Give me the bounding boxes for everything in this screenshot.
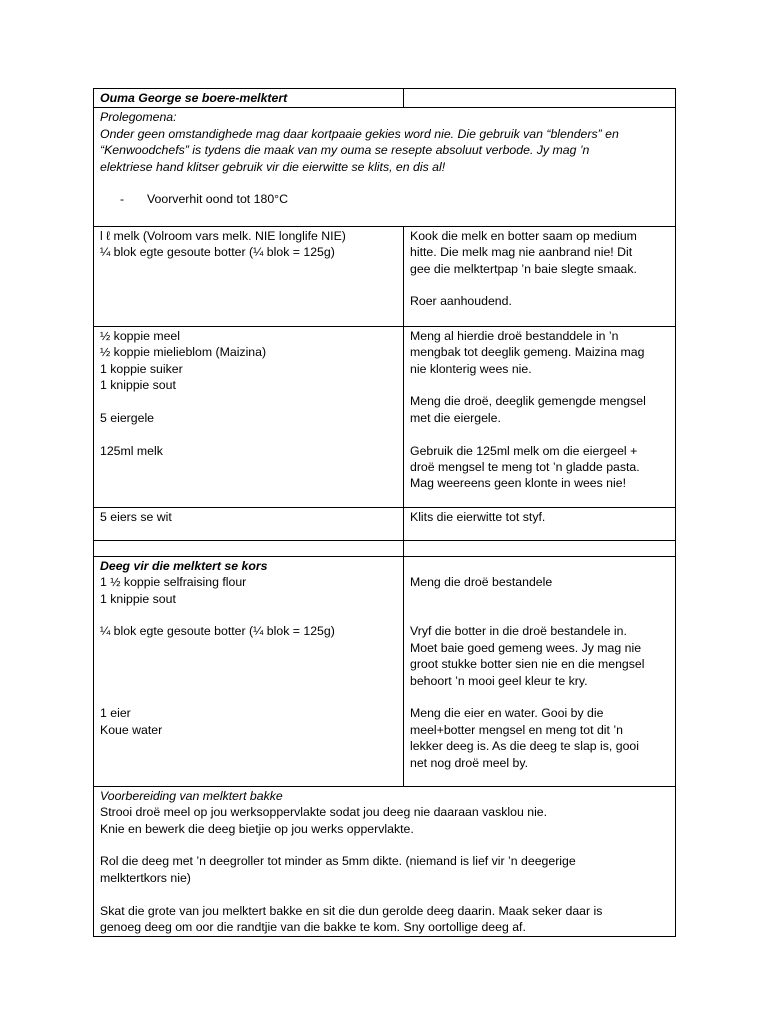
ingredient: ½ koppie mielieblom (Maizina): [100, 345, 267, 360]
step-row-1: [94, 226, 676, 326]
instruction: lekker deeg is. As die deeg te slap is, gooi: [410, 739, 639, 754]
instruction: groot stukke botter sien nie en die mengsel: [410, 657, 645, 672]
ingredient: 1 knippie sout: [100, 591, 176, 606]
bullet-marker: -: [120, 192, 125, 207]
baking-cell: [94, 786, 676, 937]
ingredients-cell: [94, 507, 404, 540]
baking-heading: Voorbereiding van melktert bakke: [100, 788, 283, 803]
ingredient: [100, 656, 397, 672]
ingredients-cell: [94, 226, 404, 326]
empty-cell: [404, 540, 676, 556]
instruction: meel+botter mengsel en meng tot dit ’n: [410, 722, 623, 737]
instruction: [410, 591, 669, 607]
ingredients-cell: [94, 556, 404, 786]
ingredient: ¼ blok egte gesoute botter (¼ blok = 125g): [100, 245, 335, 260]
instruction: Meng die droë bestandele: [410, 575, 553, 590]
intro-cell: [94, 108, 676, 226]
instruction: Kook die melk en botter saam op medium: [410, 228, 637, 243]
baking-line: Skat die grote van jou melktert bakke en sit die dun gerolde deeg daarin. Maak seker daar is: [100, 903, 603, 918]
instruction: Meng die droë, deeglik gemengde mengsel: [410, 394, 646, 409]
title-row: [94, 89, 676, 108]
ingredient: ¼ blok egte gesoute botter (¼ blok = 125g): [100, 624, 335, 639]
bullet-item: [100, 191, 669, 207]
instructions-cell: [404, 556, 676, 786]
baking-line: Knie en bewerk die deeg bietjie op jou werks oppervlakte.: [100, 821, 414, 836]
instructions-cell: [404, 507, 676, 540]
ingredient: [100, 689, 397, 705]
instruction: [410, 558, 669, 574]
ingredient: 1 ½ koppie selfraising flour: [100, 575, 247, 590]
crust-heading: Deeg vir die melktert se kors: [100, 558, 268, 573]
ingredient: l ℓ melk (Volroom vars melk. NIE longlife NIE): [100, 228, 346, 243]
instructions-cell: [404, 326, 676, 507]
baking-line: Strooi droë meel op jou werksoppervlakte sodat jou deeg nie daaraan vasklou nie.: [100, 805, 548, 820]
instruction: nie klonterig wees nie.: [410, 361, 532, 376]
ingredient: 1 eier: [100, 706, 131, 721]
bullet-text: Voorverhit oond tot 180°C: [147, 192, 288, 207]
recipe-table: [93, 88, 676, 937]
ingredient: 1 koppie suiker: [100, 361, 183, 376]
instruction: mengbak tot deeglik gemeng. Maizina mag: [410, 345, 645, 360]
baking-line: [100, 886, 669, 902]
ingredient: 5 eiergele: [100, 410, 155, 425]
instructions-cell: [404, 226, 676, 326]
recipe-title-cell: [94, 89, 404, 108]
instruction: [410, 689, 669, 705]
baking-line: melktertkors nie): [100, 870, 191, 885]
instruction: Klits die eierwitte tot styf.: [410, 509, 546, 524]
baking-line: [100, 837, 669, 853]
instruction: met die eiergele.: [410, 410, 501, 425]
instruction: [410, 607, 669, 623]
instruction: net nog droë meel by.: [410, 755, 529, 770]
instruction: Mag weereens geen klonte in wees nie!: [410, 476, 627, 491]
ingredients-cell: [94, 326, 404, 507]
recipe-title: Ouma George se boere-melktert: [100, 91, 288, 105]
instruction: Meng al hierdie droë bestanddele in ’n: [410, 328, 619, 343]
ingredient: 125ml melk: [100, 443, 163, 458]
instruction: Gebruik die 125ml melk om die eiergeel +: [410, 443, 638, 458]
ingredient: Koue water: [100, 722, 163, 737]
baking-line: genoeg deeg om oor die randtjie van die bakke te kom. Sny oortollige deeg af.: [100, 920, 526, 935]
ingredient: [100, 426, 397, 442]
instruction: [410, 277, 669, 293]
intro-row: [94, 108, 676, 226]
instruction: gee die melktertpap ’n baie slegte smaak.: [410, 261, 637, 276]
intro-line: “Kenwoodchefs” is tydens die maak van my ouma se resepte absoluut verbode. Jy mag ’n: [100, 143, 590, 158]
intro-line: elektriese hand klitser gebruik vir die eierwitte se klits, en dis al!: [100, 159, 446, 174]
instruction: Meng die eier en water. Gooi by die: [410, 706, 604, 721]
intro-line: Onder geen omstandighede mag daar kortpaaie gekies word nie. Die gebruik van “blenders” en: [100, 126, 619, 141]
ingredient: [100, 393, 397, 409]
empty-cell: [94, 540, 404, 556]
step-row-2: [94, 326, 676, 507]
intro-heading: Prolegomena:: [100, 110, 177, 125]
ingredient: ½ koppie meel: [100, 328, 180, 343]
instruction: Roer aanhoudend.: [410, 294, 512, 309]
ingredient: [100, 607, 397, 623]
instruction: [410, 377, 669, 393]
instruction: droë mengsel te meng tot ’n gladde pasta.: [410, 460, 640, 475]
crust-row: [94, 556, 676, 786]
empty-cell: [404, 89, 676, 108]
ingredient: 1 knippie sout: [100, 378, 176, 393]
baking-line: Rol die deeg met ’n deegroller tot minder as 5mm dikte. (niemand is lief vir ’n deegerige: [100, 854, 576, 869]
instruction: [410, 426, 669, 442]
instruction: Moet baie goed gemeng wees. Jy mag nie: [410, 640, 642, 655]
ingredient: [100, 673, 397, 689]
baking-row: [94, 786, 676, 937]
instruction: behoort ’n mooi geel kleur te kry.: [410, 673, 588, 688]
spacer-row: [94, 540, 676, 556]
step-row-3: [94, 507, 676, 540]
ingredient: [100, 640, 397, 656]
ingredient: 5 eiers se wit: [100, 509, 172, 524]
instruction: Vryf die botter in die droë bestandele in.: [410, 624, 627, 639]
instruction: hitte. Die melk mag nie aanbrand nie! Dit: [410, 245, 633, 260]
